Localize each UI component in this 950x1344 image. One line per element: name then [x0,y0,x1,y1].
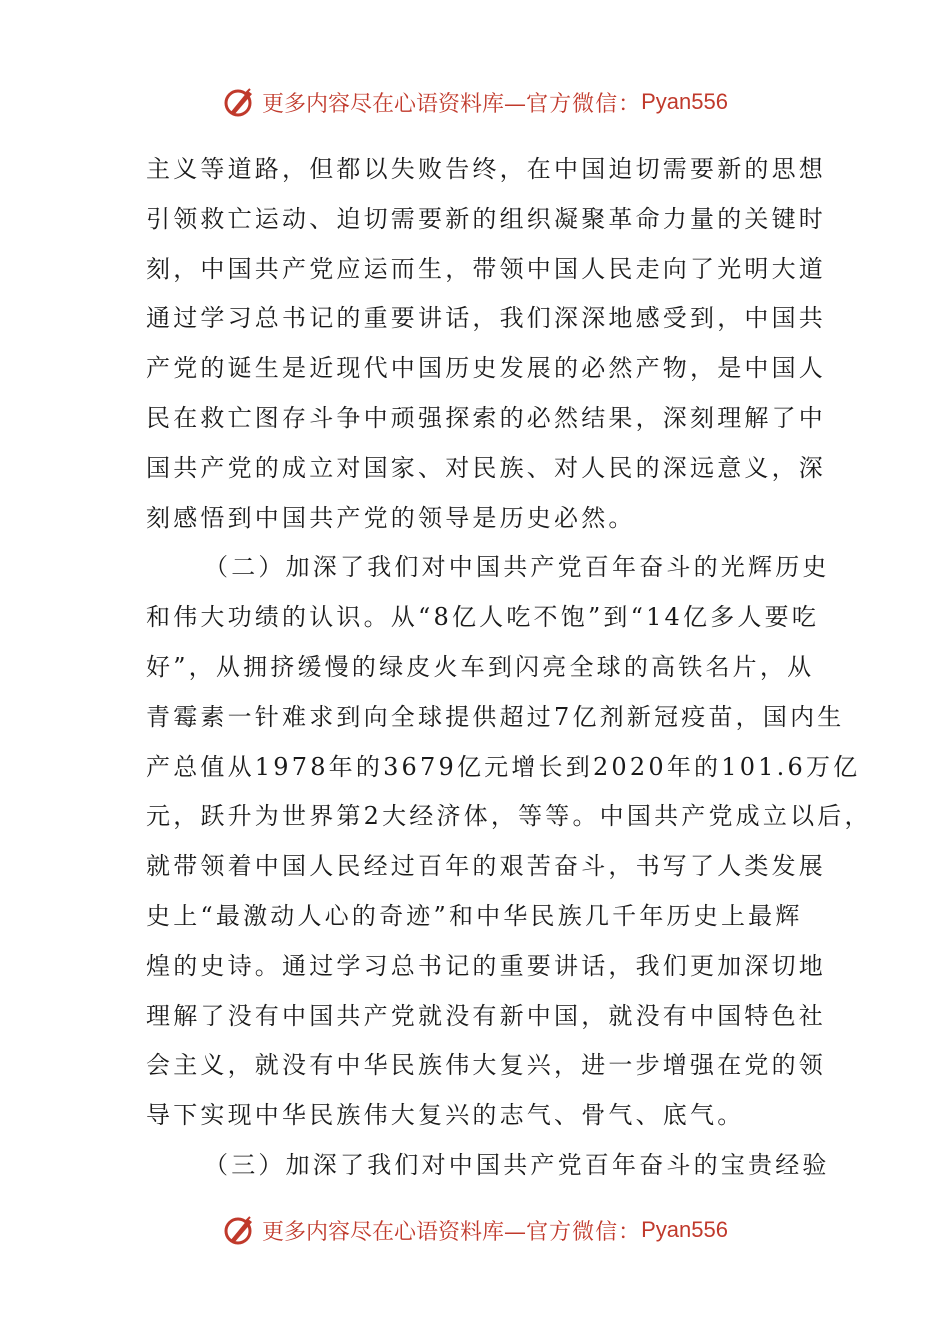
section-heading-line: （二）加深了我们对中国共产党百年奋斗的光辉历史 [204,553,830,582]
banner-library-text: 更多内容尽在心语资料库— [262,1219,527,1245]
footer-watermark-banner [0,1210,950,1250]
text-line: 青霉素一针难求到向全球提供超过7亿剂新冠疫苗，国内生 [146,702,845,731]
banner-wechat-label: 官方微信： [526,1219,642,1245]
header-watermark-banner [0,82,950,122]
text-line: 产总值从1978年的3679亿元增长到2020年的101.6万亿 [146,752,861,781]
banner-wechat-label: 官方微信： [526,91,642,117]
text-line: 国共产党的成立对国家、对民族、对人民的深远意义，深 [146,453,826,482]
pen-nib-circle-icon [222,1213,256,1247]
text-line: 煌的史诗。通过学习总书记的重要讲话，我们更加深切地 [146,951,826,980]
section-heading-line: （三）加深了我们对中国共产党百年奋斗的宝贵经验 [204,1150,830,1179]
document-body [146,145,872,1191]
text-line: 好”，从拥挤缓慢的绿皮火车到闪亮全球的高铁名片，从 [146,652,815,681]
text-line: 刻，中国共产党应运而生，带领中国人民走向了光明大道 [146,254,826,283]
banner-wechat-id: Pyan556 [641,89,728,114]
text-line: 元，跃升为世界第2大经济体，等等。中国共产党成立以后， [146,802,872,831]
banner-library-text: 更多内容尽在心语资料库— [262,91,527,117]
banner-wechat-id: Pyan556 [641,1217,728,1242]
text-line: 和伟大功绩的认识。从“8亿人吃不饱”到“14亿多人要吃 [146,603,820,632]
pen-nib-circle-icon [222,85,256,119]
text-line: 就带领着中国人民经过百年的艰苦奋斗，书写了人类发展 [146,852,826,881]
text-line: 会主义，就没有中华民族伟大复兴，进一步增强在党的领 [146,1051,826,1080]
text-line: 史上“最激动人心的奇迹”和中华民族几千年历史上最辉 [146,901,803,930]
text-line: 引领救亡运动、迫切需要新的组织凝聚革命力量的关键时 [146,204,826,233]
text-line: 通过学习总书记的重要讲话，我们深深地感受到，中国共 [146,304,826,333]
text-line: 导下实现中华民族伟大复兴的志气、骨气、底气。 [146,1101,745,1130]
text-line: 民在救亡图存斗争中顽强探索的必然结果，深刻理解了中 [146,403,826,432]
text-line: 产党的诞生是近现代中国历史发展的必然产物，是中国人 [146,354,826,383]
text-line: 主义等道路，但都以失败告终，在中国迫切需要新的思想 [146,155,826,183]
text-line: 刻感悟到中国共产党的领导是历史必然。 [146,503,636,532]
text-line: 理解了没有中国共产党就没有新中国，就没有中国特色社 [146,1001,826,1030]
